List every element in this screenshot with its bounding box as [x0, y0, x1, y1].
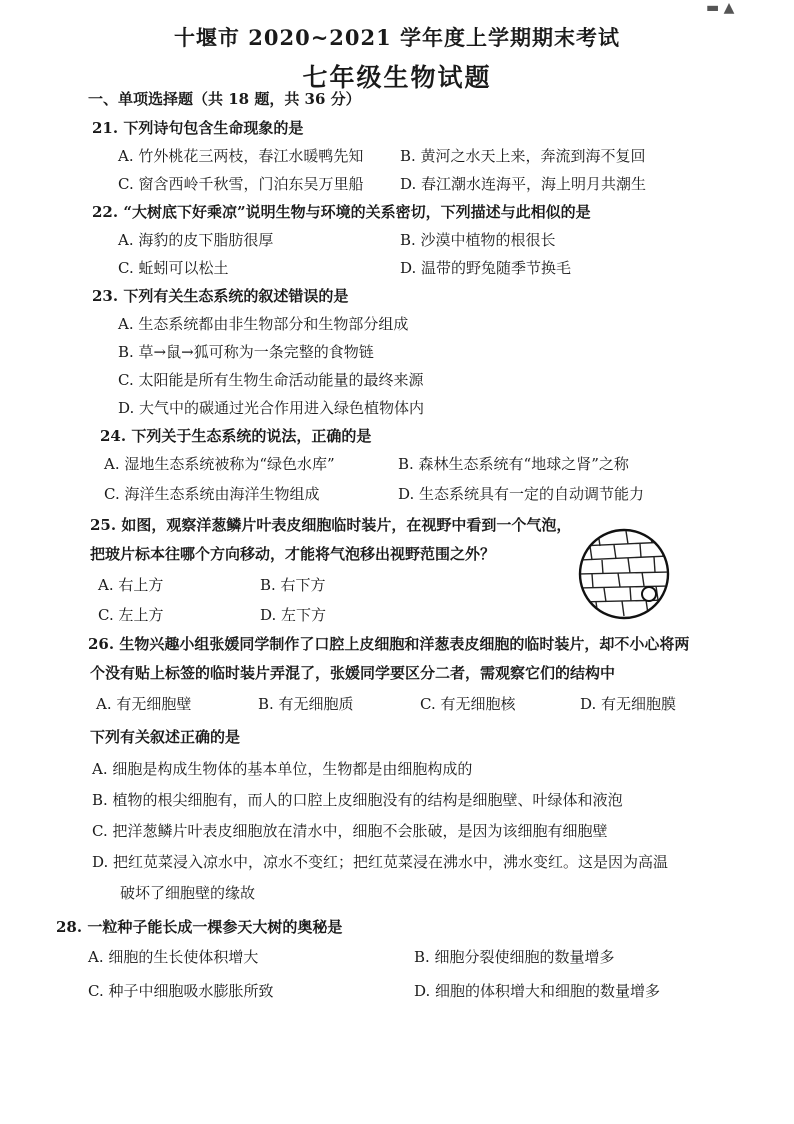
microscope-field-figure	[578, 528, 670, 620]
question-25-stem: 25. 如图，观察洋葱鳞片叶表皮细胞临时装片，在视野中看到一个气泡，	[90, 516, 572, 534]
question-21-option-c: C. 窗含西岭千秋雪，门泊东吴万里船	[118, 175, 364, 193]
question-26-option-b: B. 有无细胞质	[258, 695, 354, 713]
question-24-option-d: D. 生态系统具有一定的自动调节能力	[398, 485, 645, 503]
question-23-option-b: B. 草→鼠→狐可称为一条完整的食物链	[118, 343, 374, 361]
question-23-stem: 23. 下列有关生态系统的叙述错误的是	[92, 287, 349, 305]
question-26-option-c: C. 有无细胞核	[420, 695, 516, 713]
question-21-option-b: B. 黄河之水天上来，奔流到海不复回	[400, 147, 646, 165]
section-heading: 一、单项选择题（共 18 题，共 36 分）	[88, 90, 361, 108]
question-27-option-c: C. 把洋葱鳞片叶表皮细胞放在清水中，细胞不会胀破，是因为该细胞有细胞壁	[92, 822, 608, 840]
question-28-option-c: C. 种子中细胞吸水膨胀所致	[88, 982, 274, 1000]
question-21-option-d: D. 春江潮水连海平，海上明月共潮生	[400, 175, 647, 193]
air-bubble-icon	[642, 587, 656, 601]
question-22-option-b: B. 沙漠中植物的根很长	[400, 231, 556, 249]
question-24-option-c: C. 海洋生态系统由海洋生物组成	[104, 485, 320, 503]
question-23-option-c: C. 太阳能是所有生物生命活动能量的最终来源	[118, 371, 424, 389]
exam-title: 十堰市 2020~2021 学年度上学期期末考试	[173, 25, 621, 50]
question-26-option-d: D. 有无细胞膜	[580, 695, 677, 713]
question-25-option-a: A. 右上方	[98, 576, 164, 594]
question-27-option-d-continued: 破坏了细胞壁的缘故	[120, 884, 256, 902]
question-21-stem: 21. 下列诗句包含生命现象的是	[92, 119, 304, 137]
question-28-option-a: A. 细胞的生长使体积增大	[88, 948, 259, 966]
question-26-option-a: A. 有无细胞壁	[96, 695, 192, 713]
question-24-option-a: A. 湿地生态系统被称为“绿色水库”	[104, 455, 335, 473]
question-24-stem: 24. 下列关于生态系统的说法，正确的是	[100, 427, 372, 445]
question-23-option-a: A. 生态系统都由非生物部分和生物部分组成	[118, 315, 409, 333]
question-26-stem-continued: 个没有贴上标签的临时装片弄混了，张媛同学要区分二者，需观察它们的结构中	[90, 664, 616, 682]
question-28-stem: 28. 一粒种子能长成一棵参天大树的奥秘是	[56, 918, 343, 936]
question-27-option-b: B. 植物的根尖细胞有，而人的口腔上皮细胞没有的结构是细胞壁、叶绿体和液泡	[92, 791, 623, 809]
question-22-option-d: D. 温带的野兔随季节换毛	[400, 259, 572, 277]
question-23-option-d: D. 大气中的碳通过光合作用进入绿色植物体内	[118, 399, 425, 417]
exam-subtitle: 七年级生物试题	[302, 63, 492, 92]
question-24-option-b: B. 森林生态系统有“地球之肾”之称	[398, 455, 629, 473]
scan-mark-icon: ▬ ▲	[706, 0, 735, 16]
question-26-stem: 26. 生物兴趣小组张媛同学制作了口腔上皮细胞和洋葱表皮细胞的临时装片，却不小心将两	[88, 635, 690, 653]
question-28-option-d: D. 细胞的体积增大和细胞的数量增多	[414, 982, 661, 1000]
question-27-stem: 下列有关叙述正确的是	[90, 728, 241, 746]
question-25-option-b: B. 右下方	[260, 576, 326, 594]
question-27-option-d: D. 把红苋菜浸入凉水中，凉水不变红；把红苋菜浸在沸水中，沸水变红。这是因为高温	[92, 853, 669, 871]
question-25-stem-continued: 把玻片标本往哪个方向移动，才能将气泡移出视野范围之外？	[90, 545, 496, 563]
question-22-option-a: A. 海豹的皮下脂肪很厚	[118, 231, 274, 249]
question-25-option-d: D. 左下方	[260, 606, 327, 624]
question-25-option-c: C. 左上方	[98, 606, 164, 624]
question-22-stem: 22. “大树底下好乘凉”说明生物与环境的关系密切，下列描述与此相似的是	[92, 203, 591, 221]
question-28-option-b: B. 细胞分裂使细胞的数量增多	[414, 948, 615, 966]
question-27-option-a: A. 细胞是构成生物体的基本单位，生物都是由细胞构成的	[92, 760, 473, 778]
question-22-option-c: C. 蚯蚓可以松土	[118, 259, 229, 277]
question-21-option-a: A. 竹外桃花三两枝，春江水暖鸭先知	[118, 147, 364, 165]
